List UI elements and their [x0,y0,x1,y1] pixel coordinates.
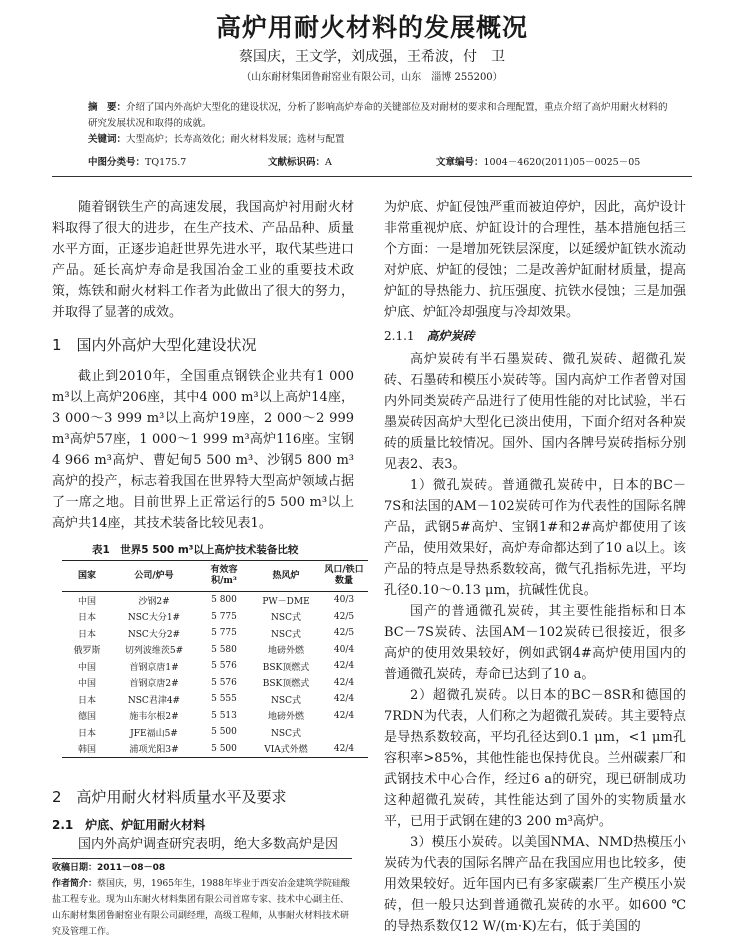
table-cell: 5 775 [211,628,237,639]
footnote-divider [52,858,352,859]
table-cell: 日本 [77,728,96,739]
table-cell: JFE福山5# [130,728,178,739]
table-cell: 日本 [77,695,96,706]
table-row [62,625,368,642]
table-header-cell: 风口/铁口数量 [320,561,368,592]
affiliation: （山东耐材集团鲁耐窑业有限公司，山东 淄博 255200） [241,72,503,83]
abstract-block [88,100,674,148]
table-row [62,708,368,725]
table-row [62,724,368,741]
table-cell: 日本 [77,613,96,624]
clc-label: 中图分类号： [88,157,146,168]
table-cell: 5 775 [211,611,237,622]
table-cell: 42/4 [333,661,355,672]
table-cell: 切列波维茨5# [124,646,184,657]
table-cell: 日本 [77,629,96,640]
table-cell: VIA式外燃 [252,741,320,758]
table-header-cell: 热风炉 [252,561,320,592]
table-cell: 首钢京唐1# [129,662,179,673]
table-cell: 沙钢2# [138,596,170,607]
table-cell: BSK顶燃式 [262,662,310,673]
article-number-value: 1004－4620(2011)05－0025－05 [483,157,641,168]
section-2-1-paragraph [52,834,354,855]
author-bio-label: 作者简介： [52,879,98,889]
table-cell: 5 555 [211,694,237,705]
table-1 [62,560,368,758]
table-cell: 42/5 [333,611,355,622]
table-cell: 俄罗斯 [73,646,101,657]
table-cell: 中国 [77,679,96,690]
received-date: 收稿日期：2011－08－08 [52,863,166,873]
table-cell: 中国 [77,596,96,607]
abstract-text: 介绍了国内外高炉大型化的建设状况，分析了影响高炉寿命的关键部位及对耐材的要求和合理配置，重点介绍了高炉用耐火材料的研究发展状况和取得的成就。 [88,102,668,129]
table-cell [320,724,368,741]
table-row [62,609,368,626]
table-cell: 首钢京唐2# [129,679,179,690]
intro-paragraph: 随着钢铁生产的高速发展，我国高炉衬用耐火材料取得了很大的进步，在生产技术、产品品种、质量水平方面，正逐步追赶世界先进水平，取代某些进口产品。延长高炉寿命是我国冶金工业的重要技术政策，炼铁和耐火材料工作者为此做出了很大的努力，并取得了显著的成效。 [52,200,354,320]
table-row [62,642,368,659]
table-cell: 5 576 [211,677,237,688]
table-cell: 5 513 [211,710,237,721]
table-cell: 5 580 [211,644,237,655]
table-row [62,592,368,609]
right-paragraph-3: 1）微孔炭砖。普通微孔炭砖中，日本的BC－7S和法国的AM－102炭砖可作为代表性的国际名牌产品，武钢5#高炉、宝钢1#和2#高炉都使用了该产品，使用效果好，高炉寿命都达到了10 a以上。该产品的特点是导热系数较高，微气孔指标先进，平均孔径0.10～0.13 μm，抗碱性优良。 [384,478,686,598]
table-cell: 施韦尔根2# [129,712,179,723]
table-row [62,658,368,675]
author-bio: 蔡国庆，男，1965年生，1988年毕业于西安冶金建筑学院硅酸盐工程专业。现为山东耐火材料集团有限公司首席专家、技术中心副主任、山东耐材集团鲁耐窑业有限公司副经理，高级工程师，从事耐火材料技术研究及管理工作。 [52,879,350,937]
article-title: 高炉用耐火材料的发展概况 [215,13,528,42]
table-cell: 40/4 [333,644,355,655]
right-paragraph-2: 高炉炭砖有半石墨炭砖、微孔炭砖、超微孔炭砖、石墨砖和模压小炭砖等。国内高炉工作者曾对国内外同类炭砖产品进行了使用性能的对比试验，半石墨炭砖因高炉大型化已淡出使用，下面介绍对各种炭砖的质量比较情况。国外、国内各牌号炭砖指标分别见表2、表3。 [384,352,686,472]
table-cell: NSC式 [271,695,301,706]
table-cell: 地磅外燃 [267,646,304,657]
table-cell: NSC式 [271,613,301,624]
section-1-paragraph: 截止到2010年，全国重点钢铁企业共有1 000 m³以上高炉206座，其中4 000 m³以上高炉14座，3 000～3 999 m³以上高炉19座，2 000～2 999 m³高炉57座，1 000～1 999 m³高炉116座。宝钢4 966 m³高炉、曹妃甸5 500 m³、沙钢5 800 m³高炉的投产，标志着我国在世界特大型高炉领域占据了一席之地。目前世界上正常运行的5 500 m³以上高炉共14座，其技术装备比较见表1。 [52,369,354,531]
table-1-caption: 表1 世界5 500 m³以上高炉技术装备比较 [92,544,299,556]
section-2-1-text: 国内外高炉调查研究表明，绝大多数高炉是因 [78,837,339,852]
right-paragraph-1: 为炉底、炉缸侵蚀严重而被迫停炉，因此，高炉设计非常重视炉底、炉缸设计的合理性，基本措施包括三个方面：一是增加死铁层深度，以延缓炉缸铁水流动对炉底、炉缸的侵蚀；二是改善炉缸耐材质量，提高炉缸的导热能力、抗压强度、抗铁水侵蚀；三是加强炉底、炉缸冷却强度与冷却效果。 [384,200,686,320]
table-cell: 42/4 [333,710,355,721]
right-paragraph-6: 3）模压小炭砖。以美国NMA、NMD热模压小炭砖为代表的国际名牌产品在我国应用也比较多，使用效果较好。近年国内已有多家碳素厂生产模压小炭砖，但一般只达到普通微孔炭砖的水平。如600 ℃的导热系数仅12 W/(m·K)左右，低于美国的 [384,835,686,934]
table-cell: 德国 [77,712,96,723]
doc-code-value: A [325,157,332,168]
header-divider [52,176,692,177]
table-cell: 中国 [77,662,96,673]
table-cell: NSC式 [271,728,301,739]
table-cell: 42/5 [333,628,355,639]
table-cell: 42/4 [333,694,355,705]
author-list: 蔡国庆，王文学，刘成强，王希波，付 卫 [239,49,505,65]
section-2-heading: 2 高炉用耐火材料质量水平及要求 [52,788,287,806]
table-header-cell: 公司/炉号 [112,561,196,592]
table-header-cell: 有效容积/m³ [196,561,252,592]
table-cell: 韩国 [62,741,112,758]
table-cell: 42/4 [320,741,368,758]
table-cell: 40/3 [333,595,355,606]
table-cell: BSK顶燃式 [262,679,310,690]
section-2-1-1-title: 高炉炭砖 [426,329,475,343]
table-cell: NSC大分2# [127,629,181,640]
table-row [62,741,368,758]
footnote [52,860,354,940]
table-cell: 5 500 [211,727,237,738]
section-1-heading: 1 国内外高炉大型化建设状况 [52,336,257,354]
right-column [384,197,686,937]
table-cell: 5 576 [211,661,237,672]
table-cell: PW－DME [262,596,310,607]
table-cell: 浦项光阳3# [112,741,196,758]
table-cell: 42/4 [333,677,355,688]
table-cell: NSC君津4# [127,695,181,706]
section-2-1-heading: 2.1 炉底、炉缸用耐火材料 [52,818,206,832]
table-row [62,691,368,708]
table-cell: 5 500 [196,741,252,758]
doc-code-label: 文献标识码： [268,157,326,168]
keywords-text: 大型高炉；长寿高效化；耐火材料发展；选材与配置 [126,134,345,145]
section-2-1-1-heading [384,326,686,347]
table-header-cell: 国家 [62,561,112,592]
table-cell: 地磅外燃 [267,712,304,723]
table-cell: NSC大分1# [127,613,181,624]
table-cell: NSC式 [271,629,301,640]
left-column [52,197,354,534]
section-2-1-1-number: 2.1.1 [384,329,427,343]
clc-value: TQ175.7 [145,157,187,168]
keywords-label: 关键词： [88,134,127,145]
right-paragraph-5: 2）超微孔炭砖。以日本的BC－8SR和德国的7RDN为代表，人们称之为超微孔炭砖。其主要特点是导热系数较高，平均孔径达到0.1 μm，<1 μm孔容积率>85%，其他性能也保持优良。兰州碳素厂和武钢技术中心合作，经过6 a的研究，现已研制成功这种超微孔炭砖，其性能达到了国外的实物质量水平，已用于武钢在建的3 200 m³高炉。 [384,688,686,829]
article-number-label: 文章编号： [436,157,484,168]
table-row [62,675,368,692]
abstract-label: 摘 要： [88,102,127,113]
table-cell: 5 800 [211,595,237,606]
right-paragraph-4: 国产的普通微孔炭砖，其主要性能指标和日本BC－7S炭砖、法国AM－102炭砖已很接近，很多高炉的使用效果较好，例如武钢4#高炉使用国内的普通微孔炭砖，寿命已达到了10 a。 [384,604,686,682]
